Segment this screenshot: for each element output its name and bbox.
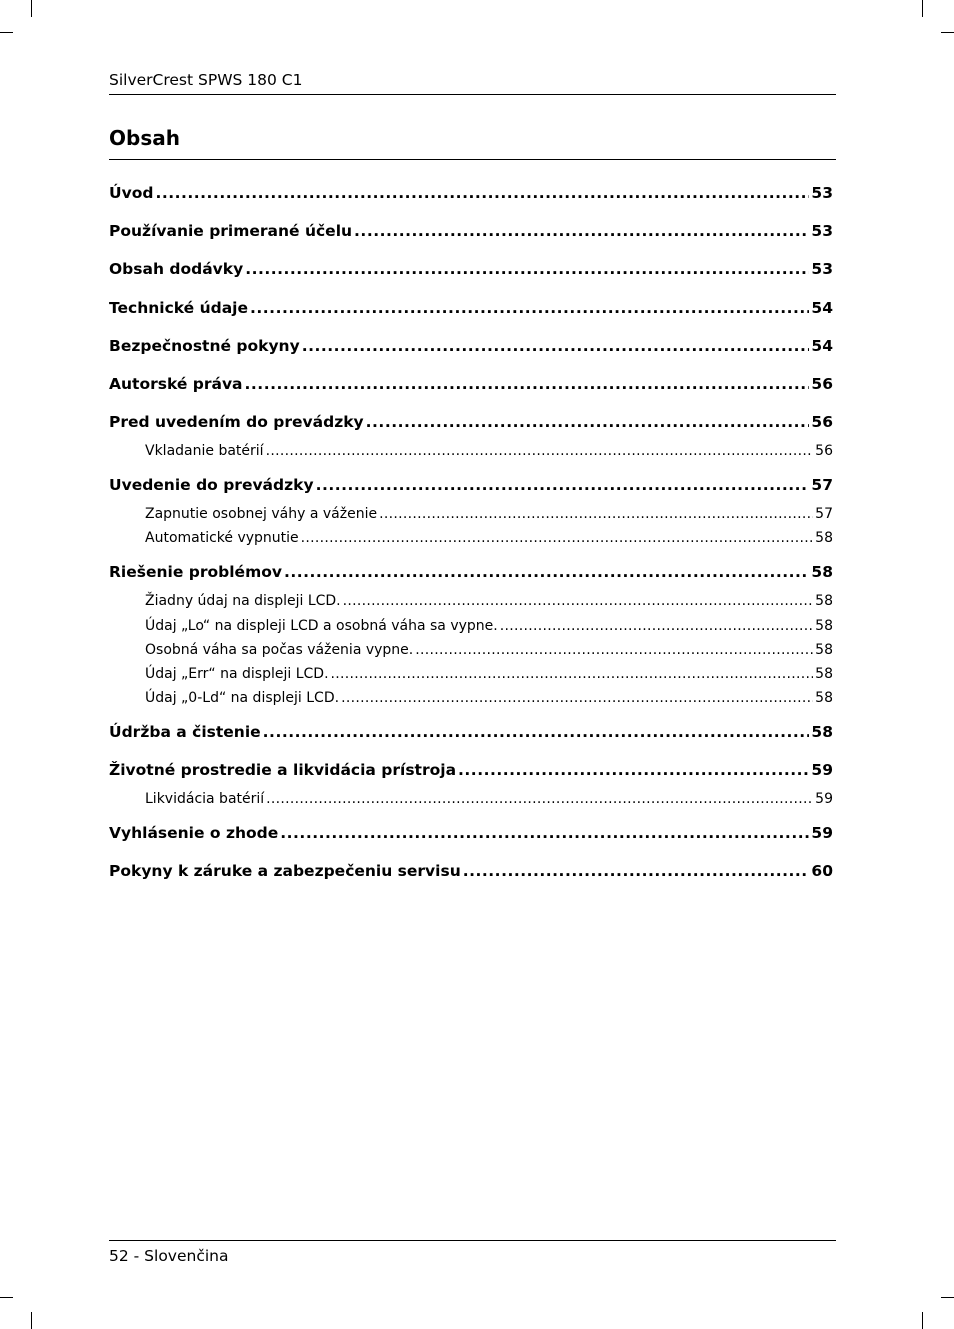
footer-rule (109, 1240, 836, 1241)
crop-mark (941, 1297, 954, 1298)
toc-leader-dots (250, 296, 809, 320)
toc-page-number: 53 (811, 184, 833, 202)
toc-page-number: 57 (811, 476, 833, 495)
toc-subentry[interactable] (109, 591, 833, 615)
toc-subentry[interactable] (109, 504, 833, 528)
toc-page-number: 56 (811, 413, 833, 432)
crop-mark (31, 0, 32, 17)
toc-leader-dots (155, 181, 809, 205)
toc-leader-dots (245, 257, 809, 281)
toc-leader-dots (263, 720, 810, 744)
toc-entry-label: Autorské práva (109, 374, 243, 393)
toc-entry-label: Údaj „Lo“ na displeji LCD a osobná váha sa vypne. (145, 617, 498, 634)
toc-page-number: 56 (815, 443, 833, 460)
toc-leader-dots (316, 473, 810, 497)
toc-entry-label: Pokyny k záruke a zabezpečeniu servisu (109, 862, 461, 881)
toc-page-number: 56 (811, 374, 833, 393)
toc-entry[interactable] (109, 720, 833, 758)
toc-leader-dots (331, 664, 814, 684)
toc-entry[interactable] (109, 821, 833, 859)
toc-entry-label: Vkladanie batérií (145, 443, 264, 460)
crop-mark (0, 32, 13, 33)
toc-entry-label: Technické údaje (109, 298, 249, 317)
toc-leader-dots (343, 591, 814, 611)
toc-entry[interactable] (109, 334, 833, 372)
toc-leader-dots (266, 789, 813, 809)
toc-entry-label: Žiadny údaj na displeji LCD. (145, 593, 341, 610)
toc-page-number: 58 (815, 617, 833, 634)
toc-entry-label: Životné prostredie a likvidácia prístroja (109, 761, 457, 780)
toc-page-number: 58 (815, 641, 833, 658)
toc-page-number: 58 (815, 690, 833, 707)
toc-entry-label: Úvod (109, 184, 154, 202)
crop-mark (0, 1297, 13, 1298)
toc-leader-dots (379, 504, 813, 524)
toc-subentry[interactable] (109, 528, 833, 560)
toc-entry-label: Údaj „Err“ na displeji LCD. (145, 665, 329, 682)
toc-entry[interactable] (109, 758, 833, 789)
toc-leader-dots (354, 219, 809, 243)
toc-entry[interactable] (109, 296, 833, 334)
toc-entry-label: Zapnutie osobnej váhy a váženie (145, 506, 378, 523)
toc-page-number: 58 (815, 530, 833, 547)
toc-subentry[interactable] (109, 640, 833, 664)
toc-leader-dots (301, 528, 814, 548)
toc-page-number: 58 (811, 723, 833, 742)
toc-entry[interactable] (109, 473, 833, 504)
toc-leader-dots (266, 441, 814, 461)
toc-leader-dots (366, 410, 810, 434)
page-footer: 52 - Slovenčina (109, 1247, 229, 1265)
toc-leader-dots (284, 560, 809, 584)
toc-subentry[interactable] (109, 789, 833, 821)
toc-entry-label: Obsah dodávky (109, 260, 244, 279)
toc-leader-dots (341, 688, 813, 708)
page-title: Obsah (109, 126, 180, 150)
toc-page-number: 59 (811, 761, 833, 780)
running-header: SilverCrest SPWS 180 C1 (109, 71, 303, 89)
toc-leader-dots (245, 372, 810, 396)
toc-page-number: 58 (815, 665, 833, 682)
toc-entry-label: Likvidácia batérií (145, 791, 265, 808)
toc-subentry[interactable] (109, 664, 833, 688)
toc-leader-dots (458, 758, 809, 782)
toc-leader-dots (463, 859, 810, 883)
toc-entry[interactable] (109, 859, 833, 897)
toc-page-number: 58 (811, 563, 833, 582)
toc-entry-label: Vyhlásenie o zhode (109, 824, 279, 843)
toc-page-number: 53 (811, 222, 833, 241)
toc-entry-label: Osobná váha sa počas váženia vypne. (145, 641, 414, 658)
toc-entry[interactable] (109, 219, 833, 257)
toc-entry-label: Uvedenie do prevádzky (109, 476, 314, 495)
toc-entry-label: Pred uvedením do prevádzky (109, 413, 364, 432)
toc-entry[interactable] (109, 257, 833, 295)
header-rule (109, 94, 836, 95)
table-of-contents (109, 181, 833, 898)
crop-mark (922, 1312, 923, 1329)
toc-page-number: 54 (811, 336, 833, 355)
toc-entry[interactable] (109, 181, 833, 219)
toc-entry-label: Bezpečnostné pokyny (109, 336, 300, 355)
toc-entry[interactable] (109, 560, 833, 591)
toc-leader-dots (280, 821, 809, 845)
toc-page-number: 59 (815, 791, 833, 808)
toc-entry[interactable] (109, 372, 833, 410)
toc-entry-label: Údaj „0-Ld“ na displeji LCD. (145, 690, 340, 707)
toc-subentry[interactable] (109, 616, 833, 640)
toc-page-number: 57 (815, 506, 833, 523)
toc-entry-label: Automatické vypnutie (145, 530, 299, 547)
title-rule (109, 159, 836, 160)
toc-page-number: 58 (815, 593, 833, 610)
toc-leader-dots (415, 640, 813, 660)
toc-page-number: 59 (811, 824, 833, 843)
toc-page-number: 53 (811, 260, 833, 279)
toc-page-number: 54 (811, 298, 833, 317)
toc-subentry[interactable] (109, 688, 833, 720)
toc-leader-dots (500, 616, 813, 636)
toc-entry-label: Riešenie problémov (109, 563, 282, 582)
toc-entry[interactable] (109, 410, 833, 441)
toc-entry-label: Údržba a čistenie (109, 723, 261, 742)
toc-leader-dots (302, 334, 810, 358)
toc-entry-label: Používanie primerané účelu (109, 222, 353, 241)
crop-mark (941, 32, 954, 33)
crop-mark (922, 0, 923, 17)
crop-mark (31, 1312, 32, 1329)
toc-page-number: 60 (811, 862, 833, 881)
toc-subentry[interactable] (109, 441, 833, 473)
